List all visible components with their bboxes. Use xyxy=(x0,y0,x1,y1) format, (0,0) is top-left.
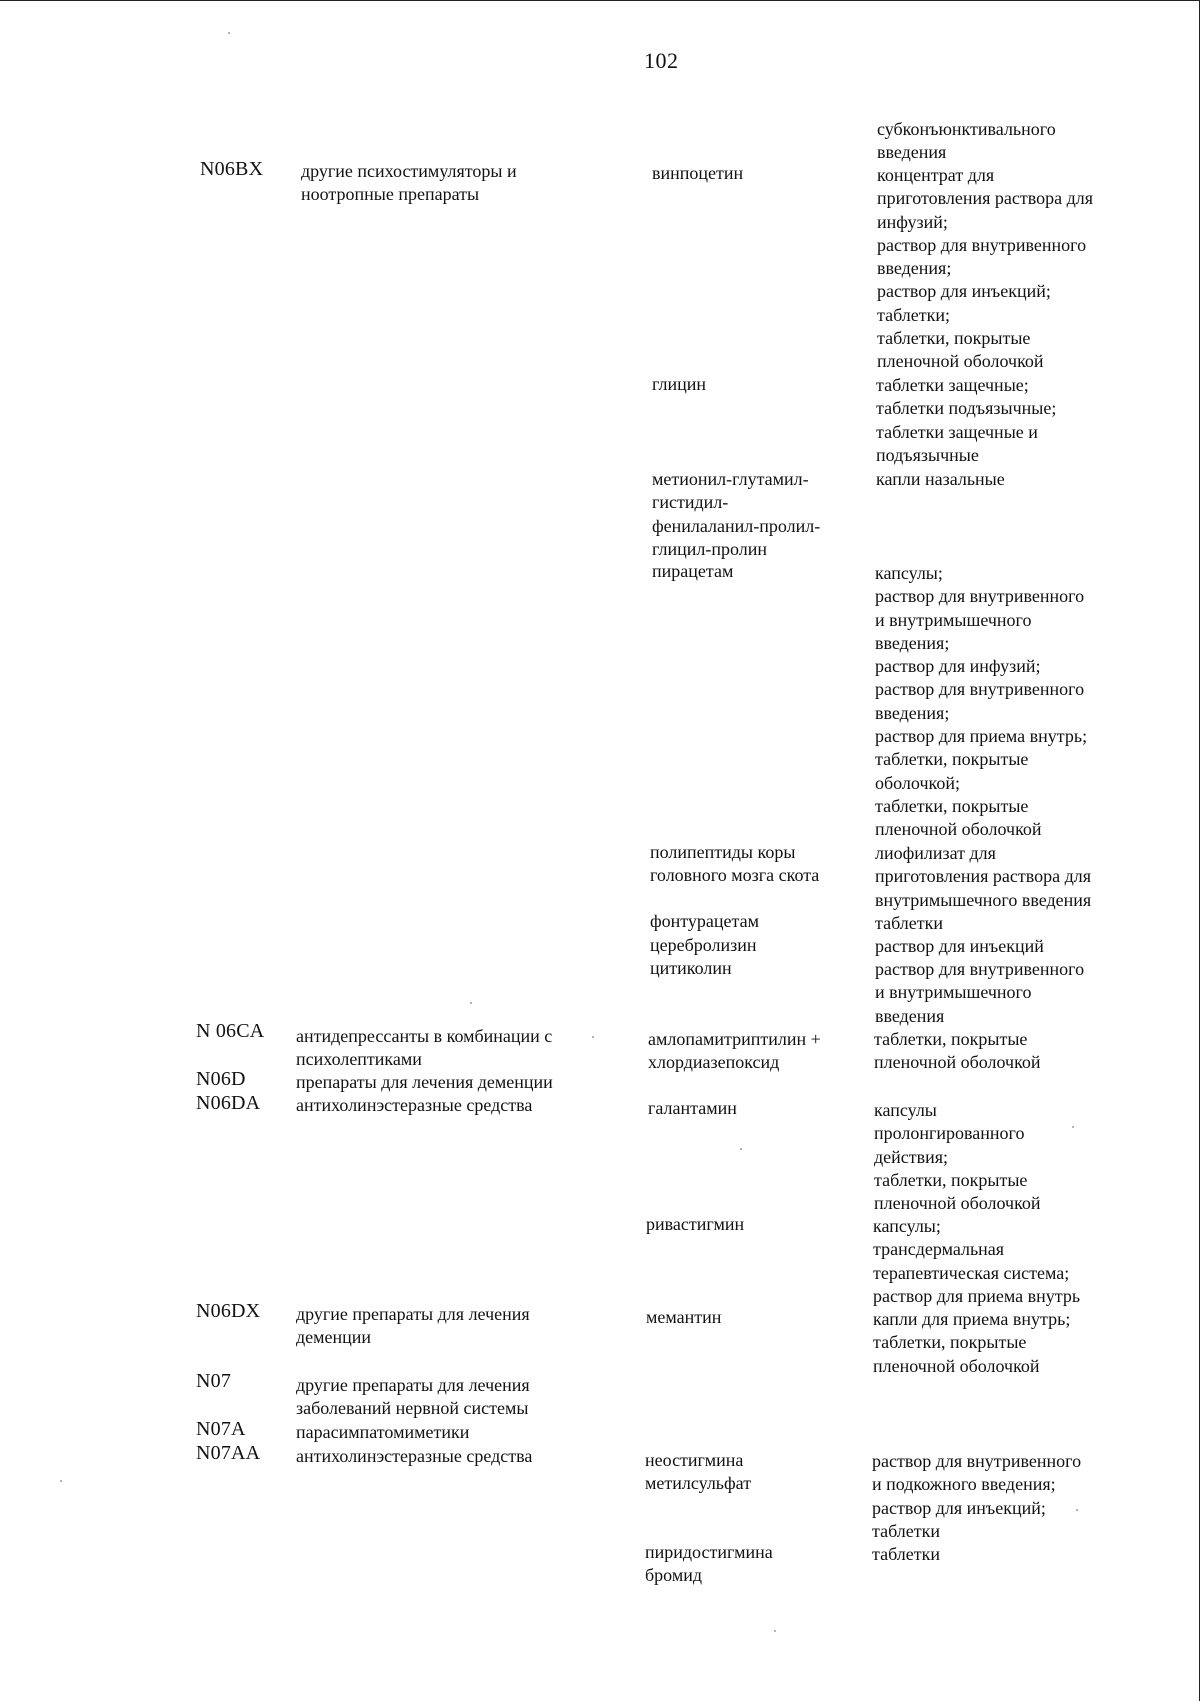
text-line: ноотропные препараты xyxy=(301,184,480,205)
atc-code-n06dx: N06DX xyxy=(196,1300,261,1322)
scan-speck xyxy=(1076,1509,1078,1511)
text-line: введения; xyxy=(875,702,950,723)
text-line: капли для приема внутрь; xyxy=(873,1309,1071,1329)
text-line: антидепрессанты в комбинации с xyxy=(296,1026,553,1046)
group-name-n06dx xyxy=(296,1303,530,1350)
forms-vinpocetine xyxy=(877,164,1093,374)
text-line: полипептиды коры xyxy=(650,842,796,862)
drug-glycine xyxy=(652,373,706,396)
drug-cerebrolysin xyxy=(650,934,757,957)
atc-code-n07: N07 xyxy=(196,1370,232,1392)
scan-speck xyxy=(1072,1126,1074,1128)
text-line: таблетки xyxy=(872,1520,941,1541)
forms-semax xyxy=(876,468,1005,491)
text-line: инфузий; xyxy=(877,211,948,232)
group-name-n07 xyxy=(296,1374,530,1421)
text-line: раствор для внутривенного xyxy=(875,679,1085,700)
drug-rivastigmine xyxy=(646,1213,744,1236)
scan-speck xyxy=(774,1630,776,1632)
scan-speck xyxy=(740,1148,742,1150)
forms-prev xyxy=(877,118,1056,165)
text-line: винпоцетин xyxy=(652,163,744,183)
scan-speck xyxy=(228,32,230,34)
text-line: раствор для инъекций xyxy=(875,936,1044,956)
text-line: амлопамитриптилин + xyxy=(648,1029,821,1049)
group-name-n06d xyxy=(296,1071,553,1094)
forms-neostigmine xyxy=(872,1450,1081,1543)
forms-citicoline xyxy=(875,958,1084,1028)
text-line: субконъюнктивального xyxy=(877,119,1056,139)
text-line: деменции xyxy=(296,1327,372,1348)
text-line: метионил-глутамил- xyxy=(652,469,809,489)
text-line: хлордиазепоксид xyxy=(648,1052,780,1073)
text-line: оболочкой; xyxy=(875,772,960,793)
text-line: бромид xyxy=(645,1565,702,1586)
group-name-n07aa xyxy=(296,1445,532,1468)
text-line: подъязычные xyxy=(876,444,979,465)
forms-amitriptyline xyxy=(874,1028,1041,1075)
drug-neostigmine xyxy=(645,1449,751,1496)
text-line: раствор для инъекций; xyxy=(877,281,1051,302)
text-line: концентрат для xyxy=(877,165,995,185)
scan-speck xyxy=(470,1002,472,1004)
drug-citicoline xyxy=(650,957,732,980)
text-line: препараты для лечения деменции xyxy=(296,1072,553,1092)
text-line: пиридостигмина xyxy=(645,1542,773,1562)
text-line: введения; xyxy=(875,632,950,653)
scan-speck xyxy=(592,1036,594,1038)
text-line: таблетки защечные и xyxy=(876,421,1038,442)
text-line: капсулы xyxy=(874,1100,937,1120)
drug-semax xyxy=(652,468,820,561)
drug-vinpocetine xyxy=(652,162,743,185)
group-name-n07a xyxy=(296,1421,469,1444)
text-line: цитиколин xyxy=(650,958,732,978)
text-line: глицин xyxy=(652,374,706,394)
text-line: пленочной оболочкой xyxy=(877,351,1044,372)
text-line: пленочной оболочкой xyxy=(875,819,1042,840)
text-line: раствор для инъекций; xyxy=(872,1497,1046,1518)
text-line: таблетки, покрытые xyxy=(875,749,1029,770)
atc-code-n06bx: N06BX xyxy=(200,158,264,180)
text-line: пленочной оболочкой xyxy=(874,1193,1041,1214)
text-line: введения xyxy=(877,142,947,163)
text-line: трансдермальная xyxy=(873,1239,1005,1260)
text-line: таблетки, покрытые xyxy=(874,1029,1028,1049)
drug-amitriptyline xyxy=(648,1028,821,1075)
text-line: таблетки подъязычные; xyxy=(876,398,1057,419)
forms-cortexin xyxy=(875,842,1091,912)
text-line: другие препараты для лечения xyxy=(296,1375,530,1395)
text-line: неостигмина xyxy=(645,1450,744,1470)
text-line: заболеваний нервной системы xyxy=(296,1398,529,1419)
text-line: раствор для внутривенного xyxy=(875,586,1085,607)
text-line: таблетки xyxy=(872,1544,941,1564)
text-line: гистидил- xyxy=(652,492,729,513)
text-line: антихолинэстеразные средства xyxy=(296,1095,533,1115)
drug-pyridostigmine xyxy=(645,1541,773,1588)
text-line: таблетки xyxy=(875,913,944,933)
text-line: парасимпатомиметики xyxy=(296,1422,470,1442)
forms-piracetam xyxy=(875,562,1087,842)
text-line: и подкожного введения; xyxy=(872,1474,1056,1495)
text-line: пленочной оболочкой xyxy=(873,1355,1040,1376)
text-line: введения xyxy=(875,1005,945,1026)
drug-piracetam xyxy=(652,560,733,583)
text-line: раствор для внутривенного xyxy=(877,234,1087,255)
atc-code-n06d: N06D xyxy=(196,1068,246,1090)
text-line: таблетки, покрытые xyxy=(874,1169,1028,1190)
drug-fonturacetam xyxy=(650,910,759,933)
text-line: лиофилизат для xyxy=(875,843,996,863)
text-line: и внутримышечного xyxy=(875,982,1032,1003)
text-line: другие препараты для лечения xyxy=(296,1304,530,1324)
forms-glycine xyxy=(876,374,1056,467)
text-line: глицил-пролин xyxy=(652,538,767,559)
atc-code-n06ca: N 06CA xyxy=(196,1020,265,1042)
text-line: церебролизин xyxy=(650,935,757,955)
text-line: головного мозга скота xyxy=(650,865,820,886)
forms-rivastigmine xyxy=(873,1215,1080,1308)
text-line: раствор для приема внутрь; xyxy=(875,726,1088,747)
atc-code-n07aa: N07AA xyxy=(196,1442,261,1464)
forms-cerebrolysin xyxy=(875,935,1044,958)
text-line: фонтурацетам xyxy=(650,911,760,931)
forms-fonturacetam xyxy=(875,912,943,935)
text-line: метилсульфат xyxy=(645,1473,752,1494)
text-line: раствор для приема внутрь xyxy=(873,1285,1081,1306)
group-name-n06ca xyxy=(296,1025,552,1072)
text-line: раствор для внутривенного xyxy=(872,1451,1082,1471)
text-line: фенилаланил-пролил- xyxy=(652,515,821,536)
text-line: внутримышечного введения xyxy=(875,889,1092,910)
text-line: приготовления раствора для xyxy=(875,866,1091,887)
text-line: действия; xyxy=(874,1146,949,1167)
forms-galantamine xyxy=(874,1099,1041,1215)
group-name-n06bx xyxy=(301,160,517,207)
text-line: введения; xyxy=(877,258,952,279)
text-line: антихолинэстеразные средства xyxy=(296,1446,533,1466)
text-line: капсулы; xyxy=(873,1216,941,1236)
text-line: галантамин xyxy=(648,1098,737,1118)
text-line: пирацетам xyxy=(652,561,734,581)
text-line: приготовления раствора для xyxy=(877,188,1093,209)
text-line: ривастигмин xyxy=(646,1214,745,1234)
text-line: таблетки, покрытые xyxy=(875,795,1029,816)
text-line: капли назальные xyxy=(876,469,1005,489)
text-line: мемантин xyxy=(646,1307,722,1327)
drug-cortexin xyxy=(650,841,819,888)
text-line: психолептиками xyxy=(296,1049,422,1070)
forms-pyridostigmine xyxy=(872,1543,940,1566)
text-line: пленочной оболочкой xyxy=(874,1052,1041,1073)
text-line: таблетки; xyxy=(877,304,951,325)
text-line: раствор для инфузий; xyxy=(875,656,1041,677)
text-line: и внутримышечного xyxy=(875,609,1032,630)
drug-galantamine xyxy=(648,1097,737,1120)
text-line: таблетки защечные; xyxy=(876,375,1029,395)
group-name-n06da xyxy=(296,1094,532,1117)
atc-code-n06da: N06DA xyxy=(196,1092,261,1114)
page-number: 102 xyxy=(644,48,679,73)
text-line: капсулы; xyxy=(875,563,943,583)
text-line: другие психостимуляторы и xyxy=(301,161,517,181)
atc-code-n07a: N07A xyxy=(196,1418,246,1440)
forms-memantine xyxy=(873,1308,1070,1378)
text-line: таблетки, покрытые xyxy=(877,328,1031,349)
text-line: таблетки, покрытые xyxy=(873,1332,1027,1353)
scan-speck xyxy=(60,1480,62,1482)
text-line: терапевтическая система; xyxy=(873,1262,1070,1283)
text-line: раствор для внутривенного xyxy=(875,959,1085,979)
drug-memantine xyxy=(646,1306,721,1329)
text-line: пролонгированного xyxy=(874,1123,1025,1144)
